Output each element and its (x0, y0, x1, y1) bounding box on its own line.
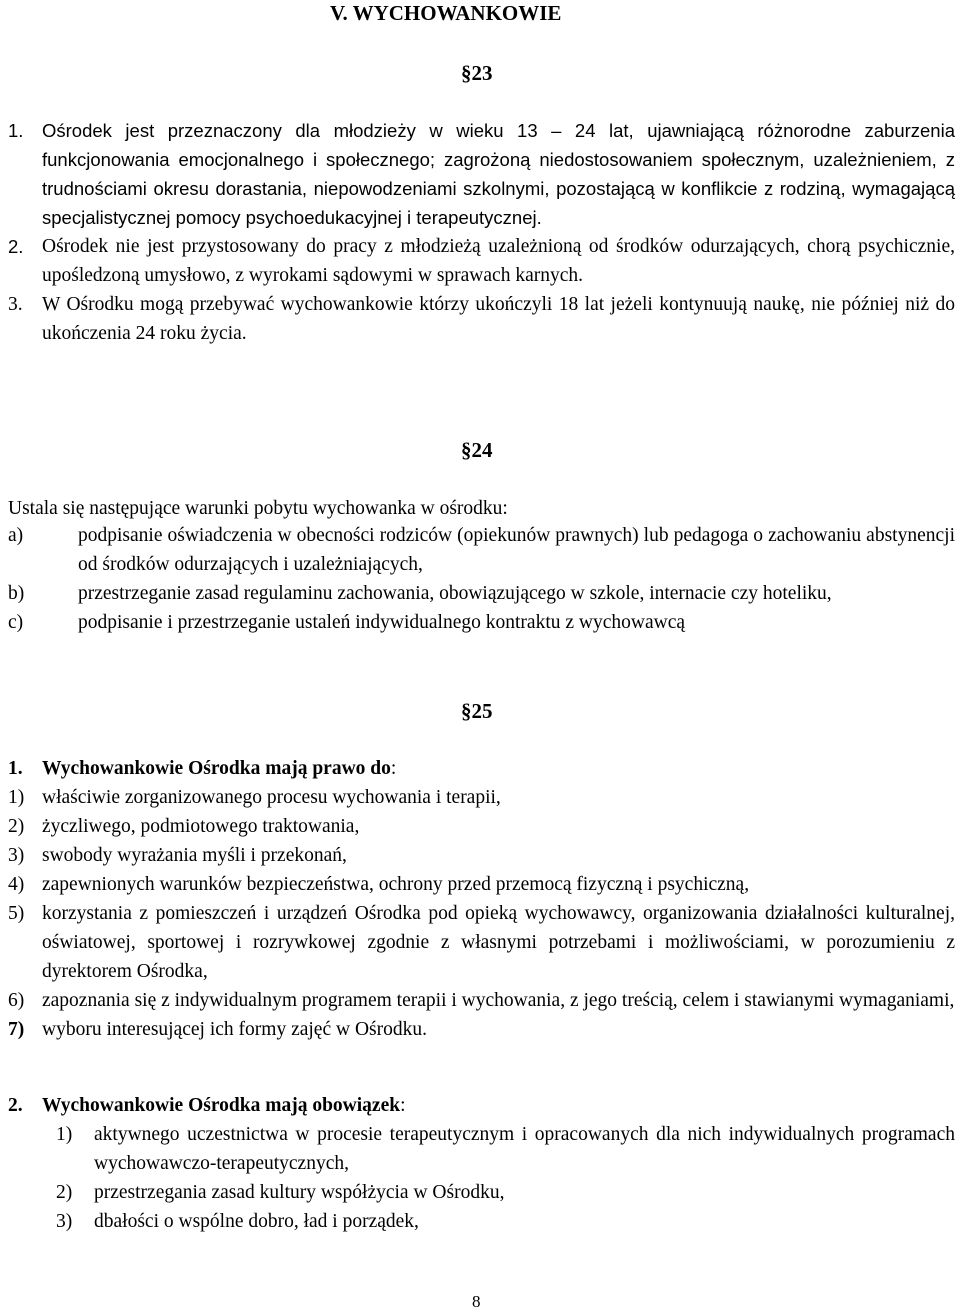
item-text: zapoznania się z indywidualnym programem terapii i wychowania, z jego treścią, celem i stawianymi wymaganiami, (42, 990, 955, 1011)
duties-list (56, 1120, 955, 1236)
item-text: zapewnionych warunków bezpieczeństwa, ochrony przed przemocą fizyczną i psychiczną, (42, 874, 750, 895)
item-text: życzliwego, podmiotowego traktowania, (42, 816, 360, 837)
section-heading-24: §24 (461, 438, 493, 462)
item-text: swobody wyrażania myśli i przekonań, (42, 845, 347, 866)
item-number: 4) (8, 874, 25, 895)
item-text: korzystania z pomieszczeń i urządzeń Ośrodka pod opieką wychowawcy, organizowania działalności kulturalnej, oświatowej, sportowej i rozrywkowej zgodnie z własnymi potrzebami i możliwościami, w porozumieniu z dyrektorem Ośrodka, (42, 903, 955, 982)
duties-colon: : (400, 1095, 406, 1116)
page-number: 8 (472, 1292, 481, 1311)
section-23-list (8, 116, 955, 348)
list-item (8, 870, 955, 899)
list-item (8, 579, 955, 608)
list-item (8, 232, 955, 290)
item-letter: b) (8, 583, 25, 604)
rights-heading (8, 754, 396, 783)
item-number: 1) (8, 787, 25, 808)
item-text: aktywnego uczestnictwa w procesie terapeutycznym i opracowanych dla nich indywidualnych programach wychowawczo-terapeutycznych, (94, 1124, 955, 1174)
item-text: W Ośrodku mogą przebywać wychowankowie którzy ukończyli 18 lat jeżeli kontynuują naukę, nie później niż do ukończenia 24 roku życia. (42, 294, 955, 344)
item-number: 3) (56, 1211, 73, 1232)
list-item (56, 1120, 955, 1178)
item-number: 3) (8, 845, 25, 866)
list-item (8, 1015, 955, 1044)
item-number: 6) (8, 990, 25, 1011)
item-text: dbałości o wspólne dobro, ład i porządek, (94, 1211, 419, 1232)
item-text: właściwie zorganizowanego procesu wychowania i terapii, (42, 787, 501, 808)
rights-number: 1. (8, 758, 23, 779)
item-number: 1) (56, 1124, 73, 1145)
list-item (8, 841, 955, 870)
list-item (8, 290, 955, 348)
item-number: 5) (8, 903, 25, 924)
list-item (8, 986, 955, 1015)
item-number: 3. (8, 294, 23, 315)
item-number: 2) (56, 1182, 73, 1203)
item-text: Ośrodek nie jest przystosowany do pracy z młodzieżą uzależnioną od środków odurzających, chorą psychicznie, upośledzoną umysłowo, z wyrokami sądowymi w sprawach karnych. (42, 236, 955, 286)
list-item (8, 812, 955, 841)
item-number: 2) (8, 816, 25, 837)
item-text: przestrzeganie zasad regulaminu zachowania, obowiązującego w szkole, internacie czy hoteliku, (78, 583, 832, 604)
item-letter: c) (8, 612, 24, 633)
list-item (56, 1178, 955, 1207)
item-text: wyboru interesującej ich formy zajęć w Ośrodku. (42, 1019, 427, 1040)
rights-list (8, 783, 955, 1044)
rights-title: Wychowankowie Ośrodka mają prawo do (42, 758, 391, 779)
list-item (56, 1207, 955, 1236)
item-letter: a) (8, 525, 24, 546)
chapter-title: V. WYCHOWANKOWIE (330, 1, 562, 25)
section-heading-25: §25 (461, 699, 493, 723)
item-text: podpisanie oświadczenia w obecności rodziców (opiekunów prawnych) lub pedagoga o zachowaniu abstynencji od środków odurzających i uzależniających, (78, 525, 955, 575)
list-item (8, 783, 955, 812)
duties-number: 2. (8, 1095, 23, 1116)
item-text: podpisanie i przestrzeganie ustaleń indywidualnego kontraktu z wychowawcą (78, 612, 686, 633)
duties-heading (8, 1091, 406, 1120)
list-item (8, 608, 955, 637)
section-24-intro: Ustala się następujące warunki pobytu wychowanka w ośrodku: (8, 498, 508, 519)
item-number: 1. (8, 120, 24, 141)
item-number: 2. (8, 236, 24, 257)
duties-title: Wychowankowie Ośrodka mają obowiązek (42, 1095, 401, 1116)
item-text: Ośrodek jest przeznaczony dla młodzieży w wieku 13 – 24 lat, ujawniającą różnorodne zaburzenia funkcjonowania emocjonalnego i społecznego; zagrożoną niedostosowaniem społecznym, uzależnieniem, z trudnościami okresu dorastania, niepowodzeniami szkolnymi, pozostającą w konflikcie z rodziną, wymagającą specjalistycznej pomocy psychoedukacyjnej i terapeutycznej. (42, 120, 955, 228)
item-number: 7) (8, 1019, 25, 1040)
section-heading-23: §23 (461, 61, 493, 85)
rights-colon: : (390, 758, 397, 779)
list-item (8, 521, 955, 579)
list-item (8, 899, 955, 986)
list-item (8, 116, 955, 232)
section-24-list (8, 521, 955, 637)
item-text: przestrzegania zasad kultury współżycia w Ośrodku, (94, 1182, 505, 1203)
